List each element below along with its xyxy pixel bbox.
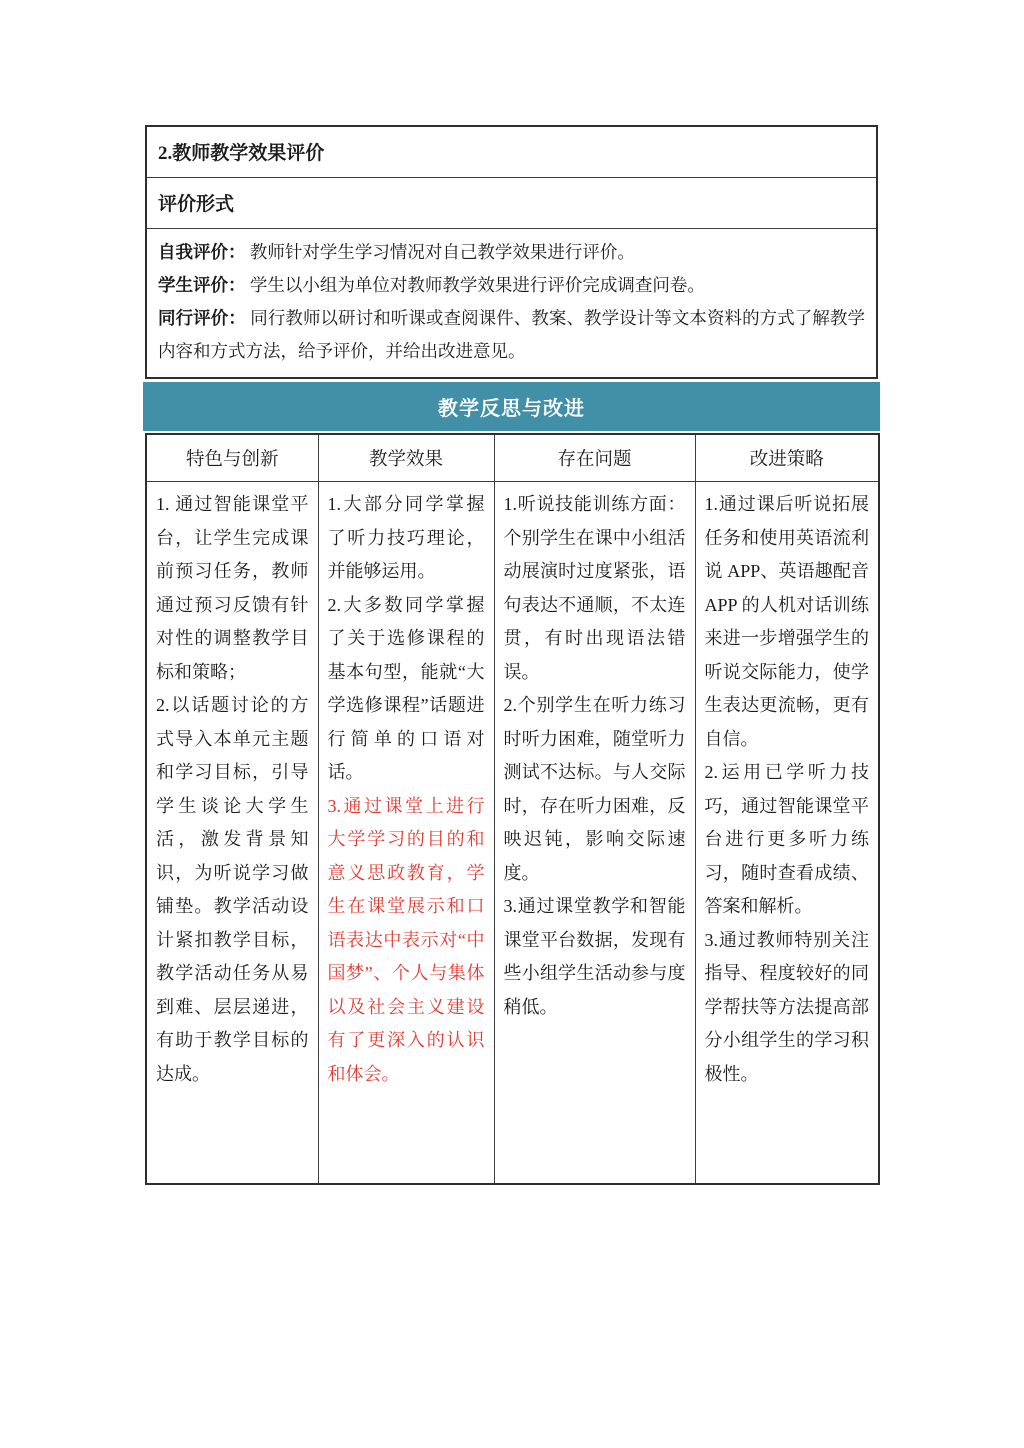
evaluation-title: 2.教师教学效果评价 — [146, 126, 877, 177]
reflection-header-strategies: 改进策略 — [695, 434, 879, 482]
reflection-paragraph-highlighted: 3.通过课堂上进行大学学习的目的和意义思政教育，学生在课堂展示和口语表达中表示对“中国梦”、个人与集体以及社会主义建设有了更深入的认识和体会。 — [327, 795, 485, 1084]
reflection-column-problems — [494, 482, 695, 1184]
evaluation-table — [145, 125, 878, 379]
reflection-column-features — [146, 482, 318, 1184]
reflection-paragraph: 1.通过课后听说拓展任务和使用英语流利说 APP、英语趣配音 APP 的人机对话训练来进一步增强学生的听说交际能力，使学生表达更流畅，更有自信。 — [704, 494, 869, 749]
reflection-column-strategies — [695, 482, 879, 1184]
evaluation-item-student-label: 学生评价： — [158, 274, 246, 295]
evaluation-detail-cell — [146, 228, 877, 378]
document-content — [145, 125, 878, 1185]
evaluation-item-peer-label: 同行评价： — [158, 307, 246, 328]
evaluation-item-peer — [158, 302, 865, 368]
evaluation-form-row — [146, 177, 877, 228]
reflection-column-effects — [318, 482, 494, 1184]
evaluation-item-self — [158, 236, 865, 269]
evaluation-title-row — [146, 126, 877, 177]
reflection-paragraph: 1.大部分同学掌握了听力技巧理论，并能够运用。 — [327, 494, 485, 581]
reflection-header-effects: 教学效果 — [318, 434, 494, 482]
reflection-paragraph: 1. 通过智能课堂平台，让学生完成课前预习任务，教师通过预习反馈有针对性的调整教学目标和策略； — [156, 494, 309, 682]
reflection-paragraph: 1.听说技能训练方面：个别学生在课中小组活动展演时过度紧张，语句表达不通顺，不太连贯，有时出现语法错误。 — [503, 494, 686, 682]
reflection-paragraph: 2.个别学生在听力练习时听力困难，随堂听力测试不达标。与人交际时，存在听力困难，反映迟钝，影响交际速度。 — [503, 695, 686, 883]
section-banner-title: 教学反思与改进 — [438, 397, 585, 420]
reflection-body-row — [146, 482, 879, 1184]
section-banner — [143, 382, 880, 431]
reflection-header-row — [146, 434, 879, 482]
reflection-header-problems: 存在问题 — [494, 434, 695, 482]
evaluation-form-label: 评价形式 — [146, 177, 877, 228]
reflection-header-features: 特色与创新 — [146, 434, 318, 482]
evaluation-item-student — [158, 269, 865, 302]
reflection-paragraph: 3.通过教师特别关注指导、程度较好的同学帮扶等方法提高部分小组学生的学习积极性。 — [704, 929, 869, 1084]
evaluation-item-student-text: 学生以小组为单位对教师教学效果进行评价完成调查问卷。 — [249, 274, 705, 295]
reflection-paragraph: 2.以话题讨论的方式导入本单元主题和学习目标，引导学生谈论大学生活，激发背景知识，为听说学习做铺垫。教学活动设计紧扣教学目标，教学活动任务从易到难、层层递进，有助于教学目标的达成。 — [156, 695, 309, 1084]
evaluation-detail-row — [146, 228, 877, 378]
evaluation-item-self-label: 自我评价： — [158, 241, 246, 262]
reflection-table — [145, 433, 880, 1185]
evaluation-item-peer-text: 同行教师以研讨和听课或查阅课件、教案、教学设计等文本资料的方式了解教学内容和方式方法，给予评价，并给出改进意见。 — [158, 307, 866, 361]
evaluation-item-self-text: 教师针对学生学习情况对自己教学效果进行评价。 — [249, 241, 635, 262]
reflection-paragraph: 3.通过课堂教学和智能课堂平台数据，发现有些小组学生活动参与度稍低。 — [503, 896, 686, 1017]
reflection-paragraph: 2.大多数同学掌握了关于选修课程的基本句型，能就“大学选修课程”话题进行简单的口语对话。 — [327, 594, 485, 782]
reflection-paragraph: 2.运用已学听力技巧，通过智能课堂平台进行更多听力练习，随时查看成绩、答案和解析。 — [704, 762, 869, 916]
